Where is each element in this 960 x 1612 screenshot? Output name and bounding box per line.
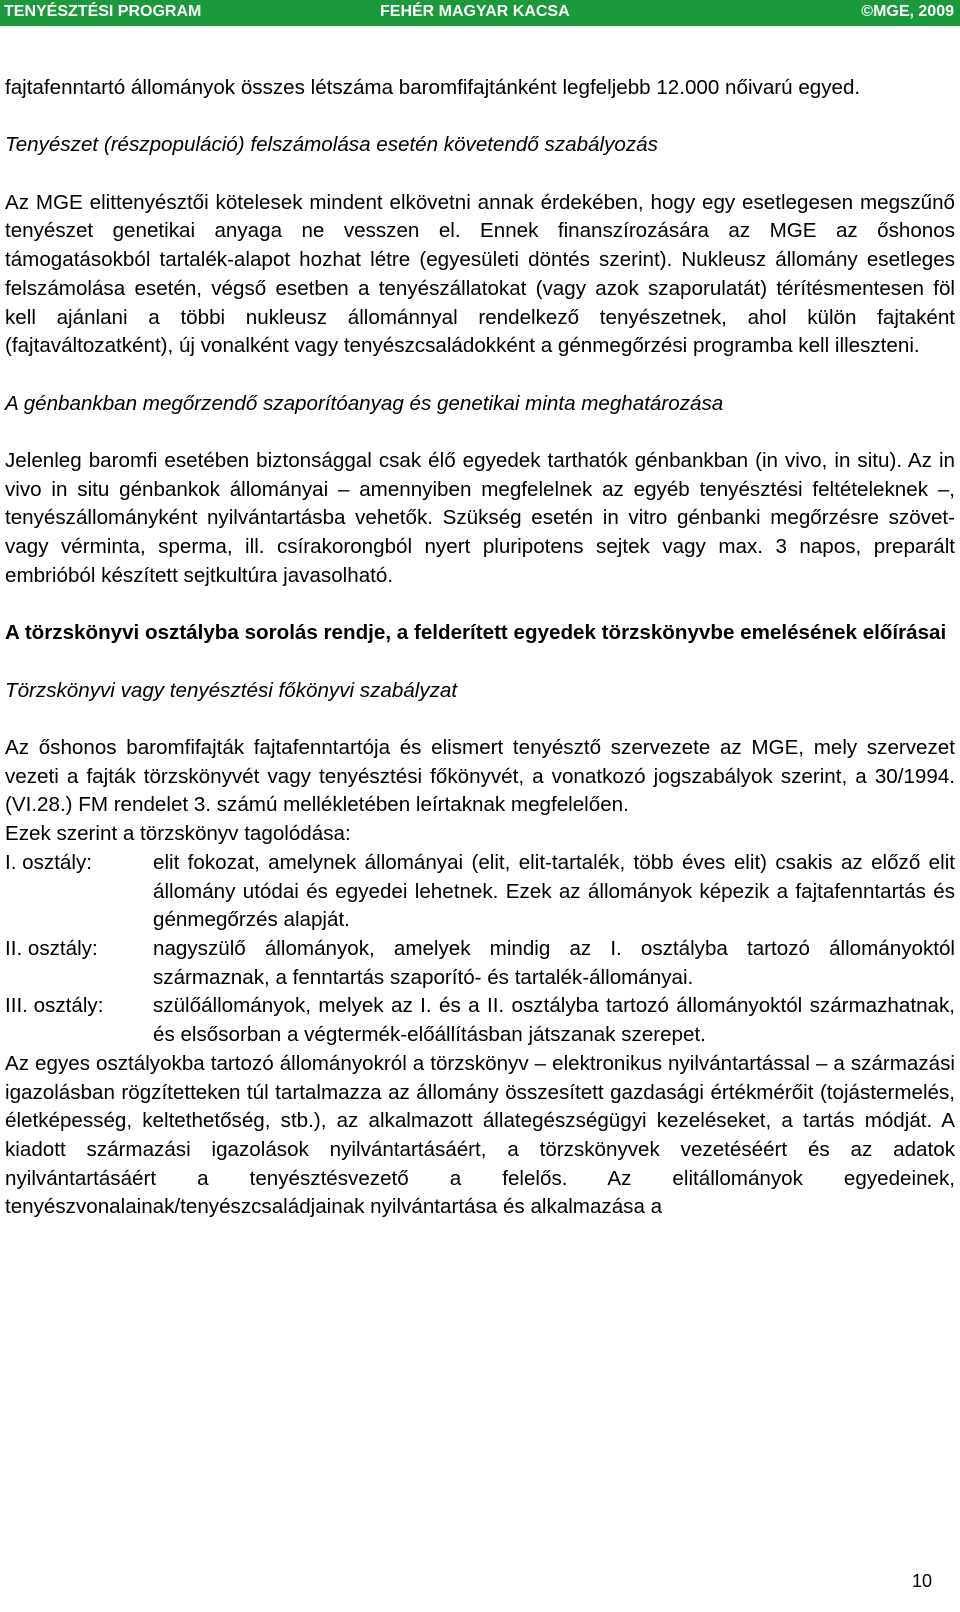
class-description: nagyszülő állományok, amelyek mindig az I. osztályba tartozó állományoktól származnak, a fenntartás szaporító- és tartalék-állományai.: [153, 936, 955, 989]
header-copyright: ©MGE, 2009: [861, 3, 954, 20]
paragraph-genebank: Jelenleg baromfi esetében biztonsággal csak élő egyedek tarthatók génbankban (in vivo, in situ). Az in vivo in situ génbankok állományai – amennyiben megfelelnek az egyéb tenyésztési feltételeknek –, tenyészállományként nyilvántartásba vehetők. Szükség esetén in vitro génbanki megőrzésre szövet- vagy vérminta, sperma, ill. csírakorongból nyert pluripotens sejtek vagy max. 3 napos, preparált embrióból készített sejtkultúra javasolható.: [5, 449, 955, 587]
class-description: elit fokozat, amelynek állományai (elit, elit-tartalék, több éves elit) csakis az előző elit állomány utódai és egyedei lehetnek. Ezek az állományok képezik a fajtafenntartás és génmegőrzés alapját.: [153, 850, 955, 932]
class-item-3: [5, 992, 955, 1049]
class-item-2: [5, 935, 955, 992]
section-heading-genebank: A génbankban megőrzendő szaporítóanyag és genetikai minta meghatározása: [5, 391, 724, 415]
class-label: I. osztály:: [5, 850, 92, 874]
class-label: III. osztály:: [5, 994, 104, 1018]
subsection-heading-herdbook-rules: Törzskönyvi vagy tenyésztési főkönyvi szabályzat: [5, 678, 458, 702]
section-heading-liquidation: Tenyészet (részpopuláció) felszámolása esetén követendő szabályozás: [5, 133, 658, 157]
header-program-title: TENYÉSZTÉSI PROGRAM: [4, 3, 202, 20]
paragraph-herdbook-keeper: Az őshonos baromfifajták fajtafenntartója és elismert tenyésztő szervezete az MGE, mely szervezet vezeti a fajták törzskönyvét vagy tenyésztési főkönyvét, a vonatkozó jogszabályok szerint, a 30/1994. (VI.28.) FM rendelet 3. számú mellékletében leírtaknak megfelelően.: [5, 736, 955, 817]
paragraph-herdbook-contents: Az egyes osztályokba tartozó állományokról a törzskönyv – elektronikus nyilvántartással – a származási igazolásban rögzítetteken túl tartalmazza az állomány összesített gazdasági értékmérőit (tojástermelés, életképesség, keltethetőség, stb.), az alkalmazott állategészségügyi kezeléseket, a tartás módját. A kiadott származási igazolások nyilvántartásáért, a törzskönyvek vezetéséért és az adatok nyilvántartásáért a tenyésztésvezető a felelős. Az elitállományok egyedeinek, tenyészvonalainak/tenyészcsaládjainak nyilvántartása és alkalmazása a: [5, 1051, 955, 1219]
header-breed-title: FEHÉR MAGYAR KACSA: [380, 3, 570, 20]
page-header: [0, 0, 960, 26]
paragraph-herdbook-structure: Ezek szerint a törzskönyv tagolódása:: [5, 822, 351, 846]
section-heading-herdbook-classification: A törzskönyvi osztályba sorolás rendje, a felderített egyedek törzskönyvbe emelésének előírásai: [5, 621, 947, 645]
page-number: 10: [911, 1571, 932, 1591]
class-label: II. osztály:: [5, 936, 98, 960]
class-description: szülőállományok, melyek az I. és a II. osztályba tartozó állományoktól származhatnak, és elsősorban a végtermék-előállításban játszanak szerepet.: [153, 994, 955, 1047]
paragraph-continuation: fajtafenntartó állományok összes létszáma baromfifajtánként legfeljebb 12.000 nőivarú egyed.: [5, 76, 861, 99]
class-item-1: [5, 849, 955, 935]
paragraph-liquidation: Az MGE elittenyésztői kötelesek mindent elkövetni annak érdekében, hogy egy esetlegesen megszűnő tenyészet genetikai anyaga ne vesszen el. Ennek finanszírozására az MGE az őshonos támogatásokból tartalék-alapot hozhat létre (egyesületi döntés szerint). Nukleusz állomány esetleges felszámolása esetén, végső esetben a tenyészállatokat (vagy azok szaporulatát) térítésmentesen föl kell ajánlani a többi nukleusz állománnyal rendelkező tenyészetnek, ahol külön fajtaként (fajtaváltozatként), új vonalként vagy tenyészcsaládokként a génmegőrzési programba kell illeszteni.: [5, 190, 955, 358]
document-body: [5, 74, 955, 1222]
